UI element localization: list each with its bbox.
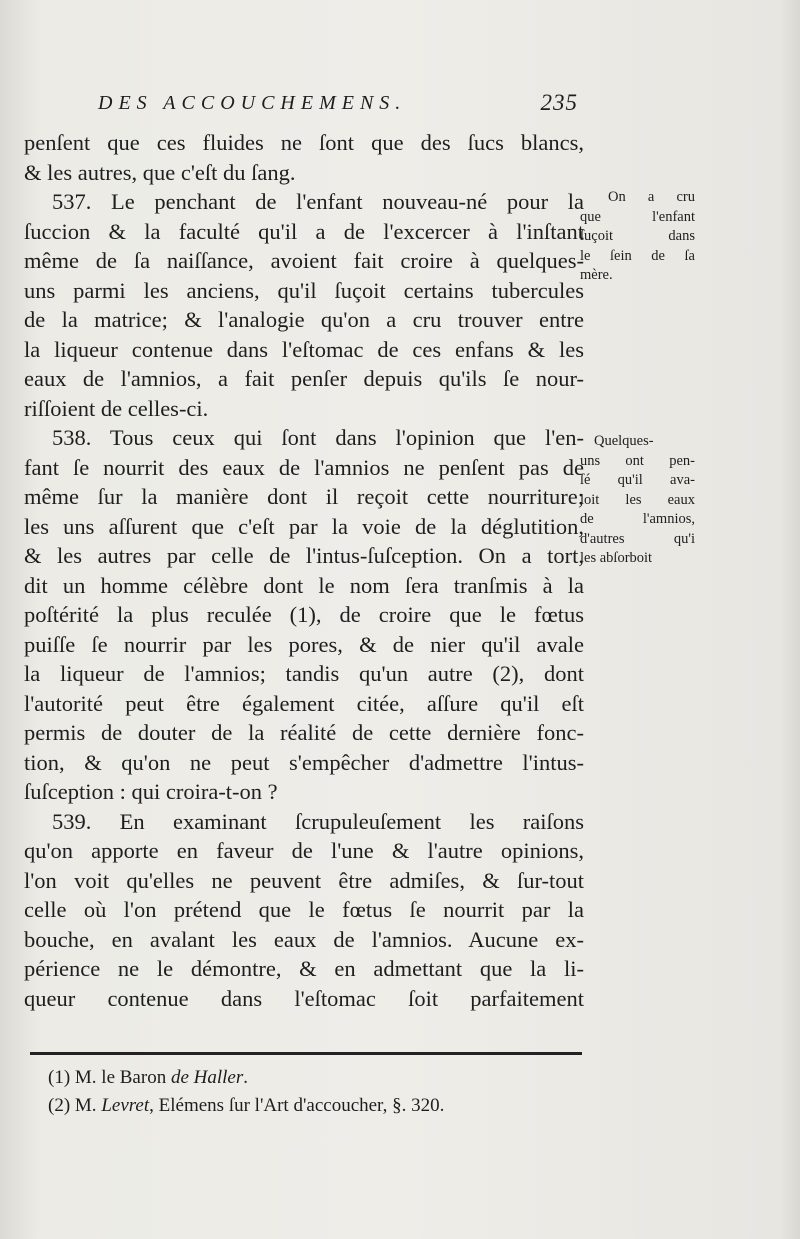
margin-note-line: uns ont pen- [580,452,695,469]
margin-note-line: mère. [580,267,613,283]
body-line: & les autres par celle de l'intus-ſuſception. On a tort, [24,543,584,568]
margin-note-line: Quelques- [594,433,654,449]
footnotes [48,1064,588,1120]
body-line: eaux de l'amnios, a fait penſer depuis qu'ils ſe nour- [24,366,584,391]
body-line: qu'on apporte en faveur de l'une & l'autre opinions, [24,838,584,863]
body-line: tion, & qu'on ne peut s'empêcher d'admettre l'intus- [24,749,584,775]
body-line: la liqueur contenue dans l'eſtomac de ces enfans & les [24,336,584,362]
body-line: les uns aſſurent que c'eſt par la voie de la déglutition, [24,513,584,539]
footnote-rule [30,1052,582,1055]
body-line: 539. En examinant ſcrupuleuſement les raiſons [52,808,584,834]
body-line: de la matrice; & l'analogie qu'on a cru trouver entre [24,307,584,332]
footnote [48,1092,588,1120]
body-line: permis de douter de la réalité de cette dernière fonc- [24,720,584,745]
margin-note-line: d'autres qu'i [580,530,695,547]
body-line: même de ſa naiſſance, avoient fait croire à quelques- [24,248,584,273]
body-line: & les autres, que c'eſt du ſang. [24,159,296,185]
body-line: queur contenue dans l'eſtomac ſoit parfaitement [24,985,584,1011]
body-line: fant ſe nourrit des eaux de l'amnios ne penſent pas de [24,454,584,480]
margin-note-line: de l'amnios, [580,511,695,527]
footnote-text: , Elémens ſur l'Art d'accoucher, §. 320. [149,1095,445,1116]
footnote-text: M. [74,1095,102,1116]
margin-note-line: ſé qu'il ava- [580,472,695,488]
body-line: dit un homme célèbre dont le nom ſera tranſmis à la [24,572,584,598]
body-line: 537. Le penchant de l'enfant nouveau-né pour la [52,189,584,214]
footnote-italic: Levret [101,1095,150,1116]
running-title: DES ACCOUCHEMENS. [98,92,407,114]
body-line: puiſſe ſe nourrir par les pores, & de nier qu'il avale [24,631,584,657]
margin-note-line: que l'enfant [580,208,695,225]
footnote-text: . [243,1067,248,1088]
margin-note-line: ſuçoit dans [580,228,695,244]
margin-note-line: On a cru [608,189,695,205]
body-line: même ſur la manière dont il reçoit cette nourriture; [24,484,584,509]
body-line: 538. Tous ceux qui ſont dans l'opinion que l'en- [52,425,584,450]
footnote-number: (2) [48,1095,71,1116]
margin-note [580,432,695,569]
footnote-text: M. le Baron [74,1067,171,1088]
body-line: l'on voit qu'elles ne peuvent être admiſes, & ſur-tout [24,867,584,893]
footnote-italic: de Haller [170,1067,244,1088]
margin-note-line: les abſorboit [580,550,653,566]
body-line: celle où l'on prétend que le fœtus ſe nourrit par la [24,897,584,922]
body-line: ſuccion & la faculté qu'il a de l'excercer à l'inſtant [24,218,584,244]
margin-note-line: le ſein de ſa [580,247,695,264]
body-line: l'autorité peut être également citée, aſſure qu'il eſt [24,690,584,716]
body-line: la liqueur de l'amnios; tandis qu'un autre (2), dont [24,661,584,686]
body-line: ſuſception : qui croira-t-on ? [24,779,278,804]
page-number: 235 [540,90,578,115]
body-line: périence ne le démontre, & en admettant que la li- [24,956,584,981]
footnote [48,1064,588,1092]
margin-note-line: loit les eaux [580,491,695,508]
footnote-number: (1) [48,1067,71,1088]
body-line: riſſoient de celles-ci. [24,395,209,421]
body-text [24,128,584,1013]
page-header [98,92,578,122]
body-line: penſent que ces fluides ne ſont que des ſucs blancs, [24,130,584,155]
body-line: uns parmi les anciens, qu'il ſuçoit certains tubercules [24,277,584,303]
margin-note [580,188,695,286]
body-line: bouche, en avalant les eaux de l'amnios. Aucune ex- [24,926,584,952]
body-line: poſtérité la plus reculée (1), de croire que le fœtus [24,602,584,627]
